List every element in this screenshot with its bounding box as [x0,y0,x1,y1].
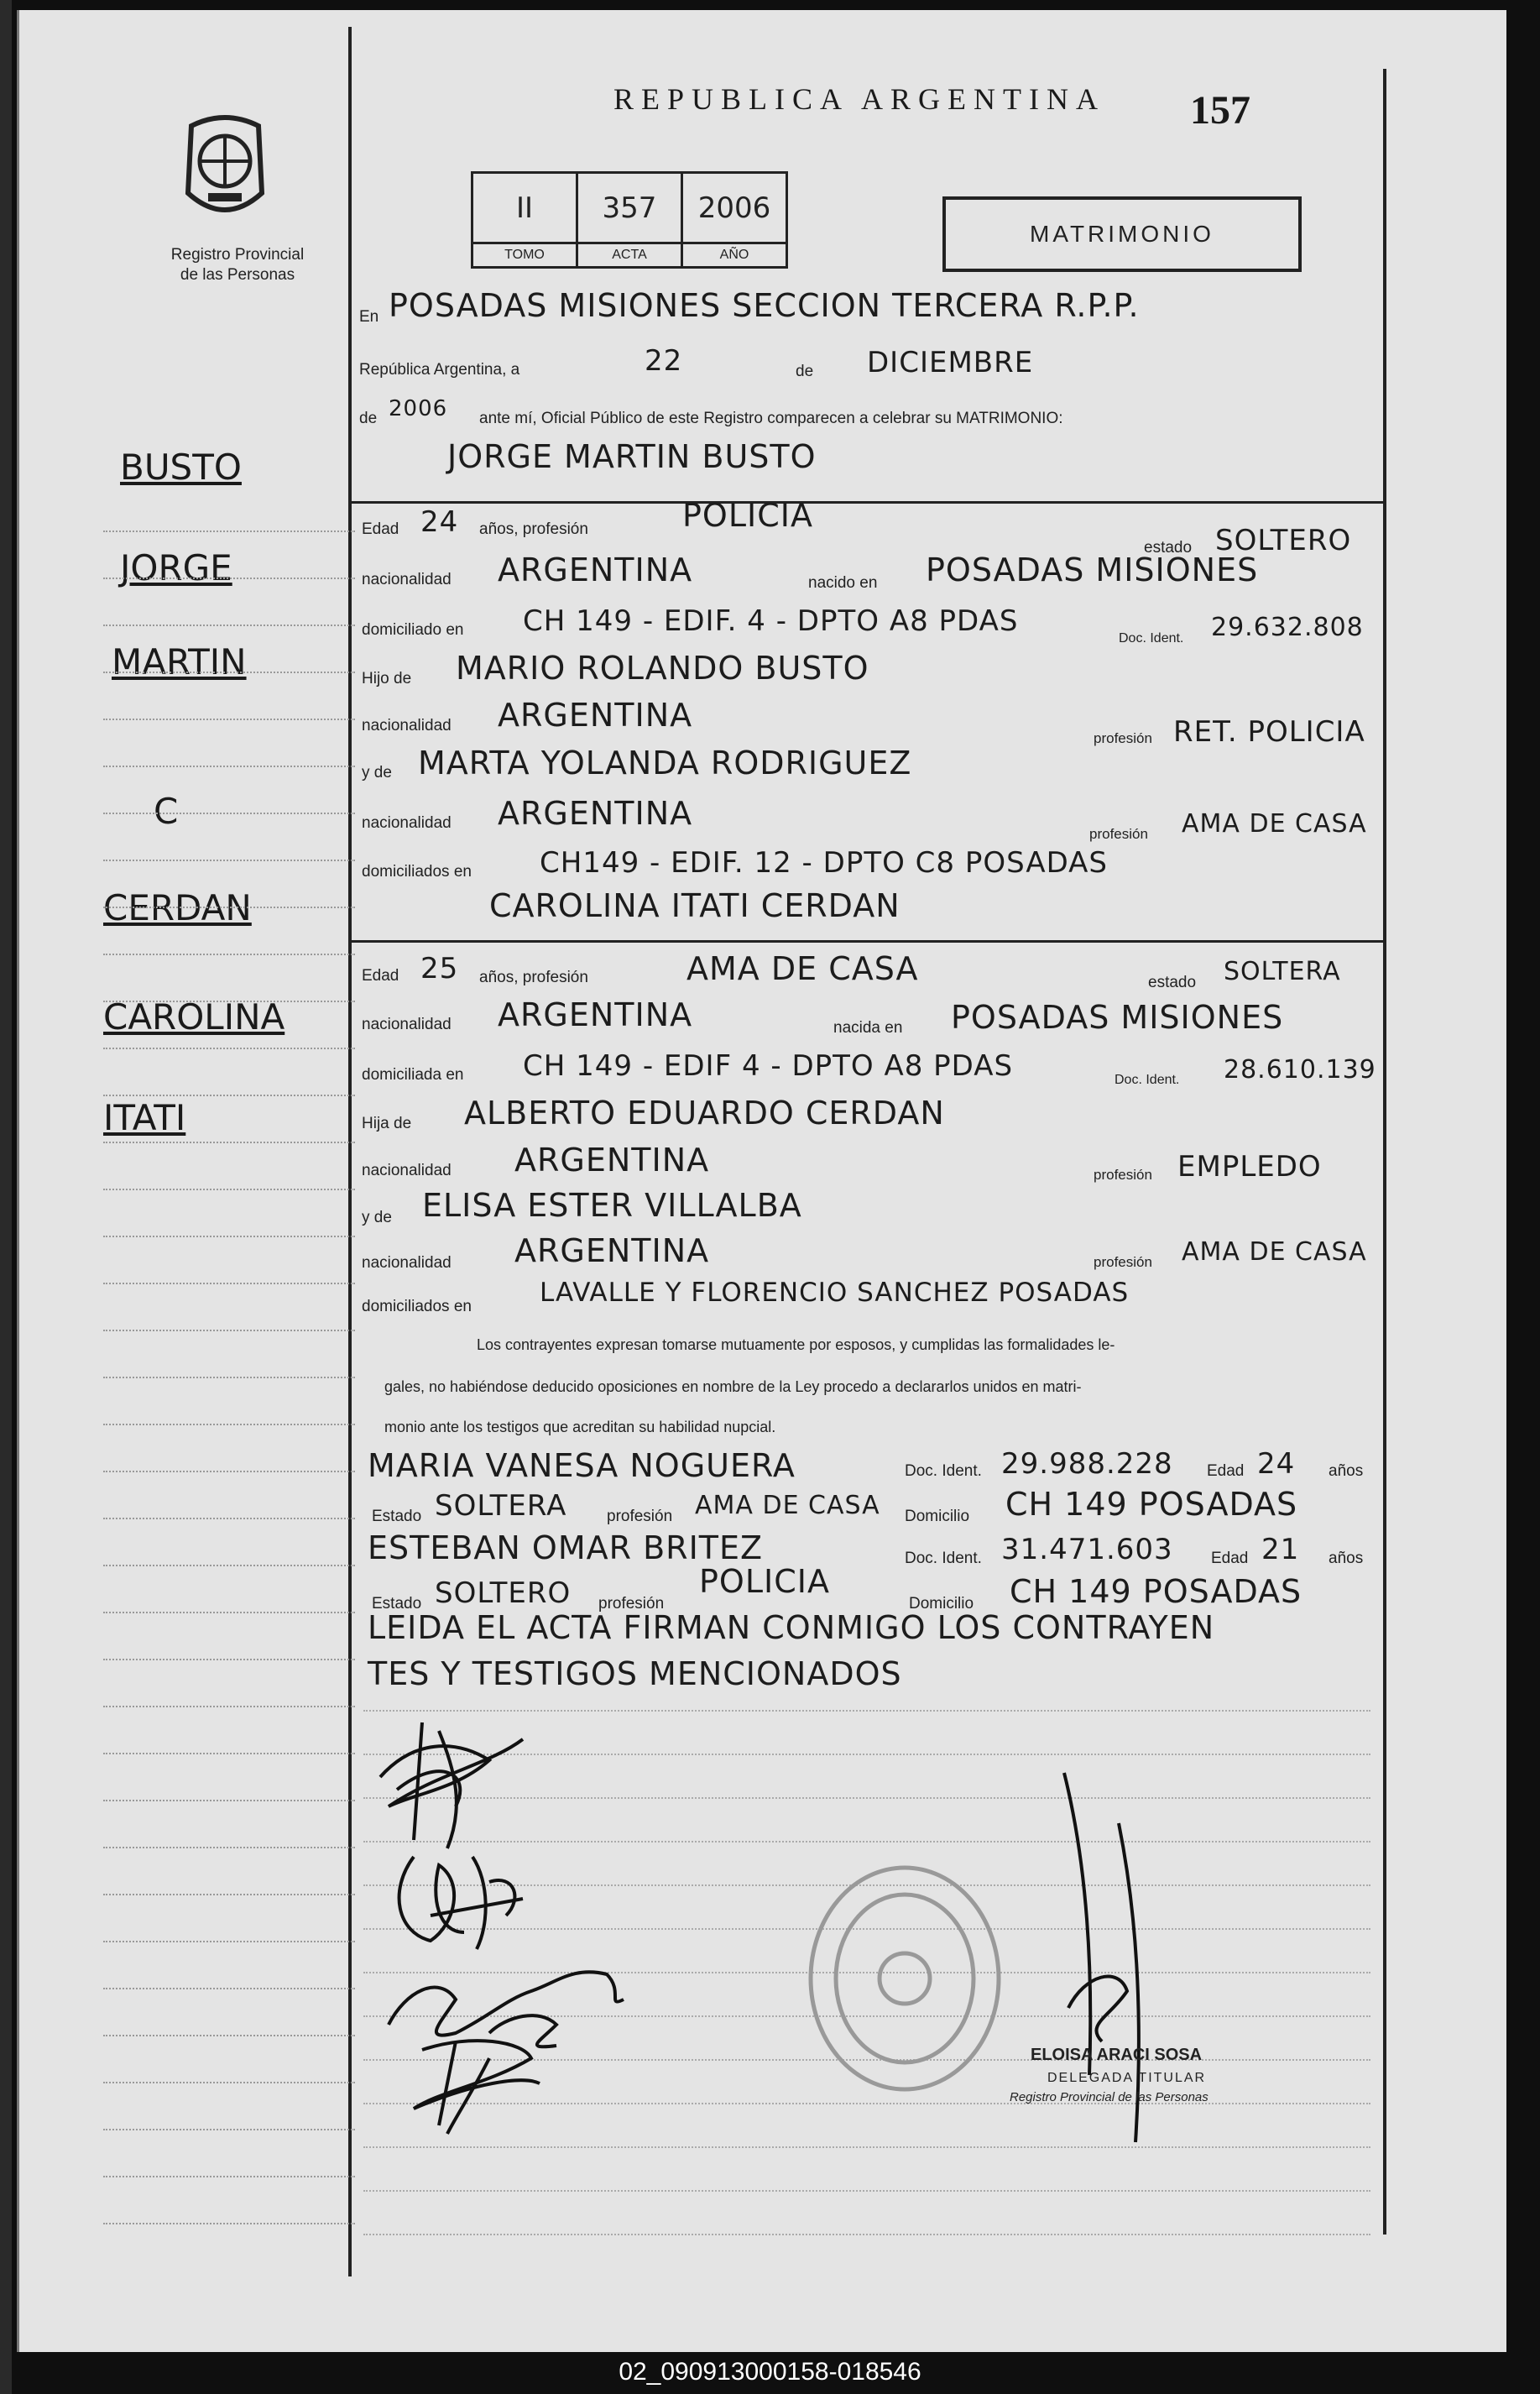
groom-nacido: POSADAS MISIONES [926,551,1259,588]
acta-label: ACTA [578,242,681,266]
groom-doc: 29.632.808 [1211,613,1364,642]
tomo-label: TOMO [473,242,576,266]
closing-line-2: TES Y TESTIGOS MENCIONADOS [368,1655,902,1692]
bride-padre-prof: EMPLEDO [1177,1150,1322,1184]
bride-yde-label: y de [362,1209,392,1226]
witness-2-anos-label: años [1329,1550,1364,1567]
bride-padres-dom-label: domiciliados en [362,1298,472,1315]
bride-padres-dom: LAVALLE Y FLORENCIO SANCHEZ POSADAS [540,1278,1130,1308]
signature-witness-2 [414,2041,540,2134]
bride-madre-prof: AMA DE CASA [1182,1237,1367,1267]
bride-nac-label: nacionalidad [362,1016,452,1033]
witness-1-doc-label: Doc. Ident. [905,1462,982,1480]
anio-value: 2006 [697,191,771,225]
intro-sentence: ante mí, Oficial Público de este Registro comparecen a celebrar su MATRIMONIO: [479,410,1063,427]
declaration-line-3: monio ante los testigos que acreditan su habilidad nupcial. [384,1419,776,1435]
bride-estado: SOLTERA [1224,957,1341,986]
tomo-value: II [515,191,534,225]
registry-name: Registro Provincial de las Personas [170,246,305,284]
witness-2-estado: SOLTERO [435,1576,572,1610]
bride-padre-prof-label: profesión [1094,1167,1152,1183]
witness-2-doc: 31.471.603 [1001,1533,1173,1566]
margin-surname-bride: CERDAN [103,887,252,928]
groom-hijo-label: Hijo de [362,670,412,687]
folio-number: 157 [1190,88,1250,133]
witness-1-anos-label: años [1329,1462,1364,1480]
bride-padre-nac-label: nacionalidad [362,1162,452,1179]
year-value: 2006 [389,396,448,421]
signature-bride [399,1857,523,1949]
witness-1-profesion: AMA DE CASA [695,1491,880,1520]
groom-dom: CH 149 - EDIF. 4 - DPTO A8 PDAS [523,604,1019,638]
officer-stamp-office: Registro Provincial de las Personas [1010,2090,1209,2104]
groom-padre-prof: RET. POLICIA [1173,715,1365,749]
bride-doc: 28.610.139 [1224,1055,1376,1085]
bride-madre: ELISA ESTER VILLALBA [422,1187,802,1224]
witness-2-edad: 21 [1261,1533,1300,1566]
witness-2-dom-label: Domicilio [909,1595,974,1613]
bride-padre: ALBERTO EDUARDO CERDAN [464,1095,945,1132]
register-page [17,10,1506,2352]
witness-1-profesion-label: profesión [607,1508,673,1525]
groom-madre-nac-label: nacionalidad [362,814,452,832]
groom-padres-dom-label: domiciliados en [362,863,472,881]
margin-name-bride-1: CAROLINA [103,996,285,1038]
declaration-line-2: gales, no habiéndose deducido oposiciones en nombre de la Ley procedo a declararlos unidos en matri- [384,1378,1082,1395]
groom-madre-prof-label: profesión [1089,826,1148,842]
margin-name-groom-2: MARTIN [112,641,247,682]
de-label: de [796,363,814,380]
groom-nac-label: nacionalidad [362,571,452,588]
witness-2-name: ESTEBAN OMAR BRITEZ [368,1529,764,1566]
groom-padre-nac: ARGENTINA [498,697,693,734]
signature-officer [1064,1773,1139,2142]
margin-name-bride-2: ITATI [103,1097,186,1138]
bride-edad: 25 [420,952,459,985]
bride-padre-nac: ARGENTINA [514,1142,710,1179]
witness-1-doc: 29.988.228 [1001,1447,1173,1481]
witness-1-estado: SOLTERA [435,1489,567,1523]
witness-2-profesion: POLICIA [699,1563,830,1600]
page-title: REPUBLICA ARGENTINA [613,82,1106,116]
margin-surname-groom: BUSTO [120,447,242,488]
groom-madre-nac: ARGENTINA [498,795,693,832]
witness-1-estado-label: Estado [372,1508,422,1525]
groom-madre-prof: AMA DE CASA [1182,809,1367,839]
day-value: 22 [645,344,683,378]
image-caption: 02_090913000158-018546 [619,2358,921,2386]
record-type-box: MATRIMONIO [942,196,1302,272]
bride-edad-label: Edad [362,967,399,985]
acta-value: 357 [602,191,657,225]
groom-nac: ARGENTINA [498,551,693,588]
bride-full-name: CAROLINA ITATI CERDAN [489,887,901,924]
book-gutter [0,0,12,2394]
groom-padre: MARIO ROLANDO BUSTO [456,650,869,687]
bride-madre-nac: ARGENTINA [514,1232,710,1269]
witness-2-profesion-label: profesión [598,1595,665,1613]
bride-madre-nac-label: nacionalidad [362,1254,452,1272]
groom-madre: MARTA YOLANDA RODRIGUEZ [418,745,912,781]
witness-2-dom: CH 149 POSADAS [1010,1573,1302,1610]
signatures-layer [19,10,1506,2352]
place-value: POSADAS MISIONES SECCION TERCERA R.P.P. [389,287,1140,324]
witness-1-dom-label: Domicilio [905,1508,970,1525]
witness-1-dom: CH 149 POSADAS [1005,1486,1298,1523]
official-seal-icon [811,1868,999,2089]
officer-stamp-name: ELOISA ARACI SOSA [1031,2046,1203,2064]
witness-1-edad: 24 [1257,1447,1296,1481]
bride-nacida: POSADAS MISIONES [951,999,1284,1036]
bride-profesion: AMA DE CASA [686,950,919,987]
witness-1-name: MARIA VANESA NOGUERA [368,1447,796,1484]
declaration-line-1: Los contrayentes expresan tomarse mutuamente por esposos, y cumplidas las formalidades le- [477,1336,1115,1353]
closing-line-1: LEIDA EL ACTA FIRMAN CONMIGO LOS CONTRAYEN [368,1609,1215,1646]
groom-padre-nac-label: nacionalidad [362,717,452,734]
groom-edad: 24 [420,505,459,539]
bride-estado-label: estado [1148,974,1197,991]
margin-conjunction: C [154,791,179,832]
republica-label: República Argentina, a [359,361,520,379]
groom-doc-label: Doc. Ident. [1119,631,1184,646]
witness-2-doc-label: Doc. Ident. [905,1550,982,1567]
groom-profesion: POLICIA [682,497,813,534]
anio-label: AÑO [683,242,786,266]
witness-2-estado-label: Estado [372,1595,422,1613]
groom-full-name: JORGE MARTIN BUSTO [447,438,817,475]
groom-dom-label: domiciliado en [362,621,464,639]
bride-profesion-label: años, profesión [479,969,588,986]
signature-witness-1 [389,1972,624,2046]
witness-2-edad-label: Edad [1211,1550,1249,1567]
bride-madre-prof-label: profesión [1094,1254,1152,1270]
groom-nacido-label: nacido en [808,574,878,592]
officer-stamp-role: DELEGADA TITULAR [1047,2071,1207,2085]
groom-estado: SOLTERO [1215,524,1352,557]
groom-yde-label: y de [362,764,392,781]
groom-padres-dom: CH149 - EDIF. 12 - DPTO C8 POSADAS [540,846,1108,880]
bride-nacida-label: nacida en [833,1019,903,1037]
bride-hija-label: Hija de [362,1115,412,1132]
bride-doc-label: Doc. Ident. [1115,1073,1180,1087]
bride-dom-label: domiciliada en [362,1066,464,1084]
groom-edad-label: Edad [362,520,399,538]
bride-nac: ARGENTINA [498,996,693,1033]
witness-1-edad-label: Edad [1207,1462,1245,1480]
groom-profesion-label: años, profesión [479,520,588,538]
signature-groom [380,1722,523,1848]
de2-label: de [359,410,378,427]
groom-estado-label: estado [1144,539,1193,557]
bride-dom: CH 149 - EDIF 4 - DPTO A8 PDAS [523,1049,1014,1083]
en-label: En [359,308,379,326]
groom-padre-prof-label: profesión [1094,730,1152,746]
margin-name-groom-1: JORGE [120,547,232,588]
month-value: DICIEMBRE [867,346,1034,379]
